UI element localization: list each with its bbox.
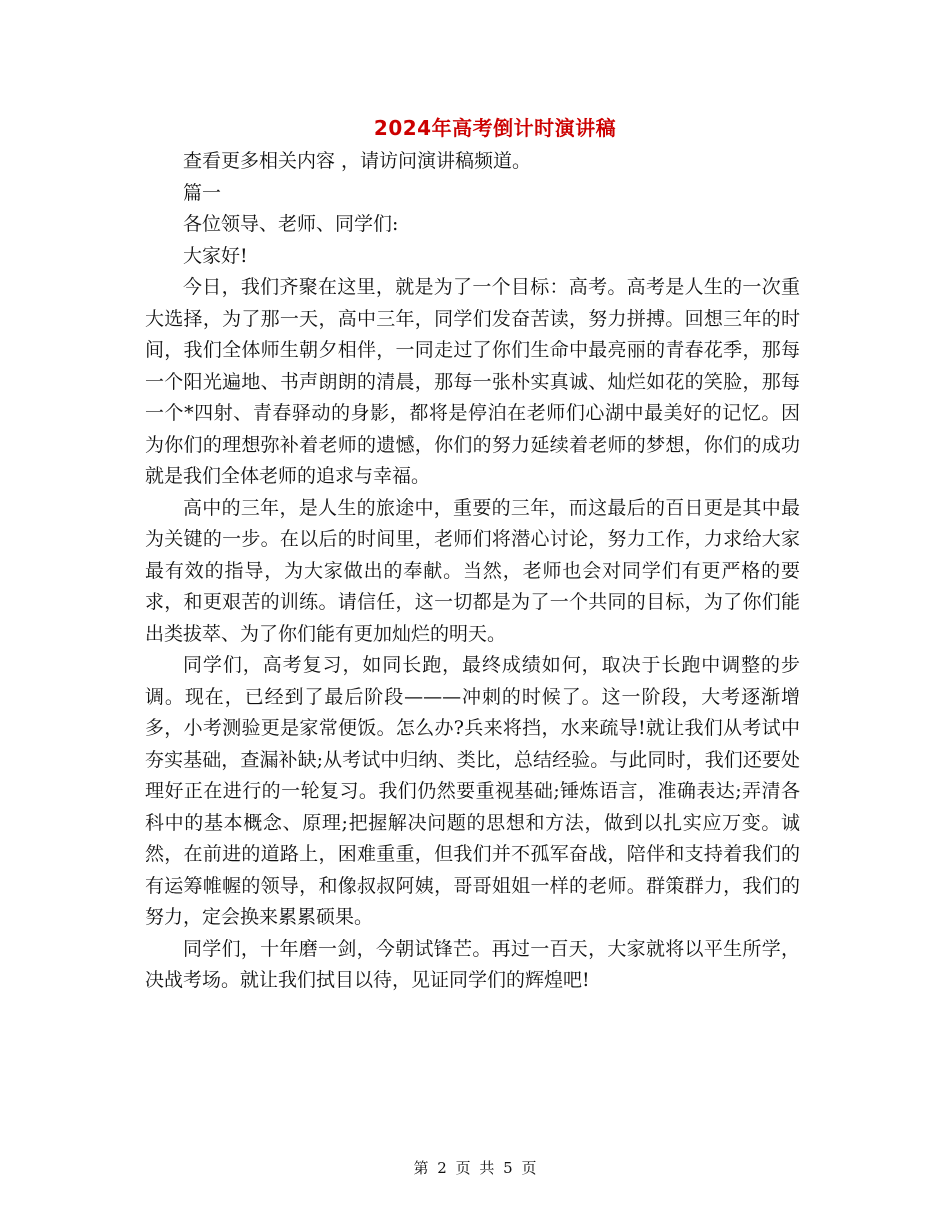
salutation: 各位领导、老师、同学们: [183,213,399,235]
document-body [145,146,800,997]
section-heading: 篇一 [183,181,222,204]
page-number-footer: 第 2 页 共 5 页 [413,1159,537,1177]
intro-note: 查看更多相关内容 ，请访问演讲稿频道。 [183,150,532,172]
body-paragraph: 高中的三年，是人生的旅途中，重要的三年，而这最后的百日更是其中最为关键的一步。在以后的时间里，老师们将潜心讨论，努力工作，力求给大家最有效的指导，为大家做出的奉献。当然，老师也会对同学们有更严格的要求，和更艰苦的训练。请信任，这一切都是为了一个共同的目标，为了你们能出类拔萃、为了你们能有更加灿烂的明天。 [145,496,800,645]
body-paragraph: 今日，我们齐聚在这里，就是为了一个目标：高考。高考是人生的一次重大选择，为了那一天，高中三年，同学们发奋苦读，努力拼搏。回想三年的时间，我们全体师生朝夕相伴，一同走过了你们生命中最亮丽的青春花季，那每一个阳光遍地、书声朗朗的清晨，那每一张朴实真诚、灿烂如花的笑脸，那每一个*四射、青春驿动的身影，都将是停泊在老师们心湖中最美好的记忆。因为你们的理想弥补着老师的遗憾，你们的努力延续着老师的梦想，你们的成功就是我们全体老师的追求与幸福。 [145,276,800,487]
body-paragraph: 同学们，十年磨一剑，今朝试锋芒。再过一百天，大家就将以平生所学，决战考场。就让我们拭目以待，见证同学们的辉煌吧! [145,937,800,991]
greeting: 大家好! [183,244,248,267]
document-title: 2024年高考倒计时演讲稿 [373,116,617,140]
body-paragraph: 同学们，高考复习，如同长跑，最终成绩如何，取决于长跑中调整的步调。现在，已经到了最后阶段———冲刺的时候了。这一阶段，大考逐渐增多，小考测验更是家常便饭。怎么办?兵来将挡，水来疏导!就让我们从考试中夯实基础，查漏补缺;从考试中归纳、类比，总结经验。与此同时，我们还要处理好正在进行的一轮复习。我们仍然要重视基础;锤炼语言，准确表达;弄清各科中的基本概念、原理;把握解决问题的思想和方法，做到以扎实应万变。诚然，在前进的道路上，困难重重，但我们并不孤军奋战，陪伴和支持着我们的有运筹帷幄的领导，和像叔叔阿姨，哥哥姐姐一样的老师。群策群力，我们的努力，定会换来累累硕果。 [145,654,800,928]
